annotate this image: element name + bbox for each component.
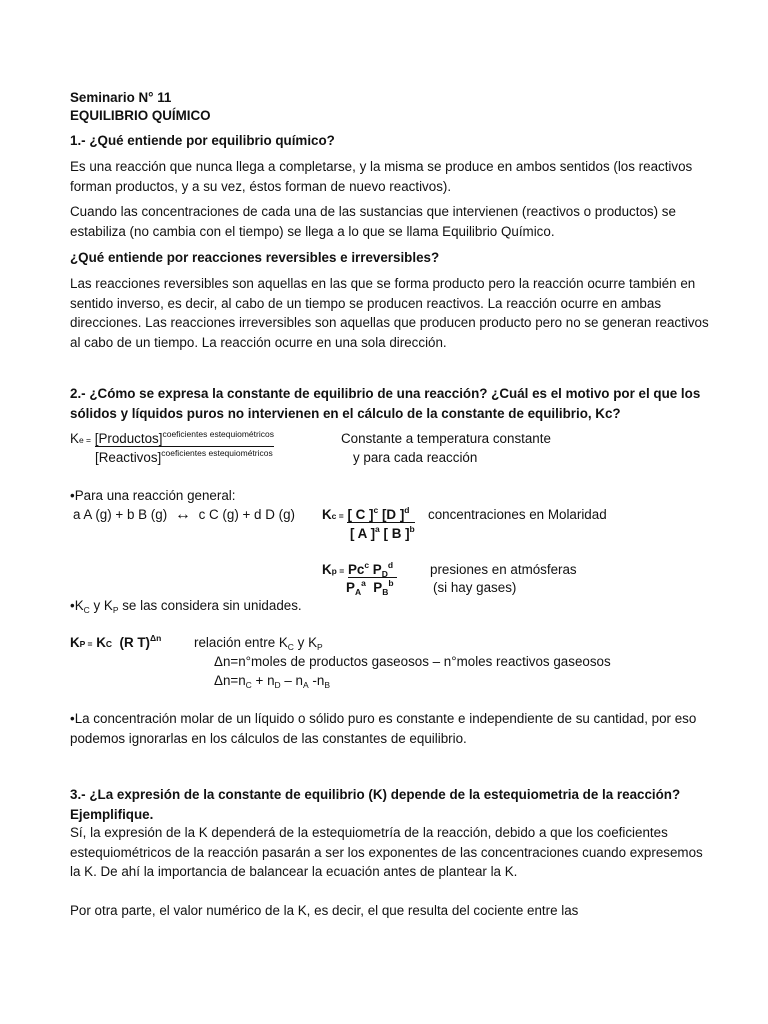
kc-note: concentraciones en Molaridad [428, 507, 607, 522]
relation-label: relación entre $K_C$ y $K_P$ [194, 635, 323, 652]
productos-term: [Productos]$^{coeficientes estequiométricos}$ [94, 429, 274, 446]
reactivos-term: [Reactivos]$^{coeficientes estequiométricos}$ [95, 448, 273, 465]
ke-subscript: e = [78, 435, 91, 445]
kc-expression: Kc = [ C ]$^c$ [D ]$^d$ [322, 506, 415, 525]
general-reaction-equation: a A (g) + b B (g) ↔ c C (g) + d D (g) [73, 506, 295, 523]
q3-answer-paragraph-2: Por otra parte, el valor numérico de la K, es decir, el que resulta del cociente entre las [70, 903, 579, 918]
delta-n-definition: Δn=n°moles de productos gaseosos – n°moles reactivos gaseosos [214, 654, 611, 669]
ke-note-reaction: y para cada reacción [353, 450, 478, 465]
question-2-heading: 2.- ¿Cómo se expresa la constante de equilibrio de una reacción? ¿Cuál es el motivo por el que los sólidos y líquidos puros no intervienen en el cálculo de la constante de equilibrio, Kc? [70, 386, 701, 421]
equilibrium-arrow-icon: ↔ [174, 506, 191, 523]
question-1-heading: 1.- ¿Qué entiende por equilibrio químico? [70, 133, 335, 148]
solids-liquids-paragraph: •La concentración molar de un líquido o sólido puro es constante e independiente de su cantidad, por eso podemos ignorarlas en los cálculos de las constantes de equilibrio. [70, 711, 697, 746]
units-note: $•K_C$ y $K_P$ se las considera sin unidades. [70, 598, 302, 615]
q1-answer-paragraph-3: Las reacciones reversibles son aquellas en las que se forma producto pero la reacción ocurre también en sentido inverso, es decir, al cabo de un tiempo se producen reactivos. La reacción ocurre en ambas direcciones. Las reacciones irreversibles son aquellas que producen producto pero no se generan reactivos al cabo de un tiempo. La reacción ocurre en una sola dirección. [70, 276, 709, 350]
question-3-heading: 3.- ¿La expresión de la constante de equilibrio (K) depende de la estequiometria de la reacción? Ejemplifique. [70, 787, 681, 822]
kp-kc-relation: KP = KC (R T)$^{\Delta n}$ [70, 633, 162, 650]
ke-symbol: K [70, 431, 79, 446]
ke-expression [70, 430, 274, 449]
q1-answer-paragraph-1: Es una reacción que nunca llega a completarse, y la misma se produce en ambos sentidos (los reactivos forman productos, y a su vez, éstos forman de nuevo reactivos). [70, 159, 693, 194]
ke-note-temperature: Constante a temperatura constante [341, 431, 551, 446]
kp-note-pressure: presiones en atmósferas [430, 562, 577, 577]
q1-answer-paragraph-2: Cuando las concentraciones de cada una de las sustancias que intervienen (reactivos o productos) se estabiliza (no cambia con el tiempo) se llega a lo que se llama Equilibrio Químico. [70, 204, 676, 239]
question-1b-heading: ¿Qué entiende por reacciones reversibles e irreversibles? [70, 250, 440, 265]
document-title: EQUILIBRIO QUÍMICO [70, 108, 211, 123]
seminar-number: Seminario N° 11 [70, 90, 172, 105]
kp-expression: Kp = Pc$^c$ $P_D^d$ [322, 561, 397, 580]
general-reaction-intro: •Para una reacción general: [70, 488, 236, 503]
q3-answer-paragraph-1: Sí, la expresión de la K dependerá de la estequiometría de la reacción, debido a que los coeficientes estequiométricos de la reacción pasarán a ser los exponentes de las concentraciones cuando expresemos la K. De ahí la importancia de balancear la ecuación antes de plantear la K. [70, 825, 703, 880]
delta-n-formula: $\Delta n=n_C + n_D - n_A$ $-n_B$ [214, 673, 330, 690]
kp-note-gases: (si hay gases) [433, 580, 517, 595]
kc-denominator: [ A ]$^a$ [ B ]$^b$ [350, 524, 415, 541]
kp-denominator: $P_A^a$ $P_B^b$ [346, 578, 394, 597]
